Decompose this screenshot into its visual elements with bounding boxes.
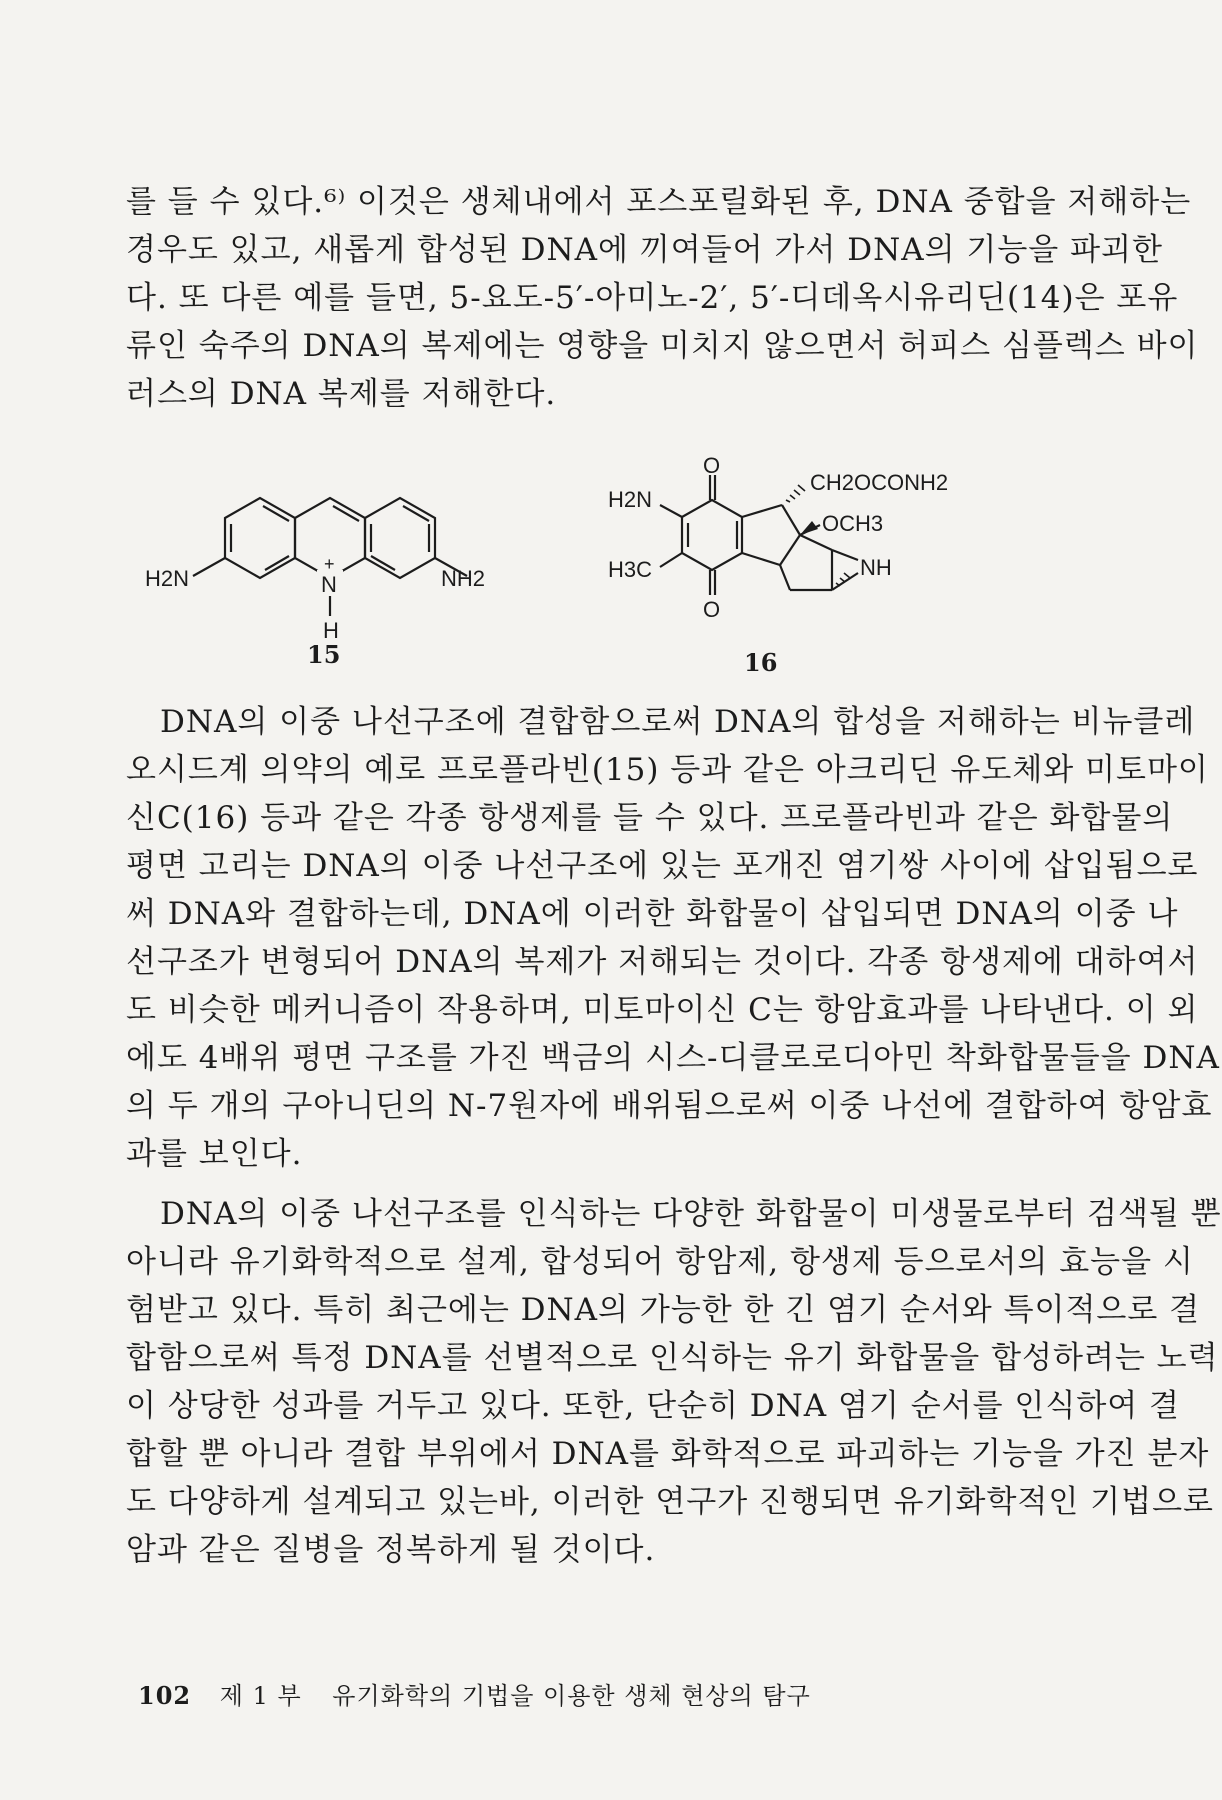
bottom-oxygen-label: O bbox=[703, 597, 721, 622]
text-line: 를 들 수 있다.⁶⁾ 이것은 생체내에서 포스포릴화된 후, DNA 중합을 저해하는 bbox=[126, 184, 1192, 220]
text-line: 도 비슷한 메커니즘이 작용하며, 미토마이신 C는 항암효과를 나타낸다. 이 외 bbox=[126, 992, 1199, 1028]
methyl-label: H3C bbox=[608, 557, 653, 582]
text-line: 신C(16) 등과 같은 각종 항생제를 들 수 있다. 프로플라빈과 같은 화합물의 bbox=[126, 800, 1174, 836]
page-footer bbox=[138, 1676, 811, 1711]
paragraph-3 bbox=[126, 1190, 1222, 1574]
text-line: 평면 고리는 DNA의 이중 나선구조에 있는 포개진 염기쌍 사이에 삽입됨으로 bbox=[126, 848, 1199, 884]
nitrogen-label: N bbox=[321, 572, 337, 597]
methoxy-label: OCH3 bbox=[822, 511, 884, 536]
amine-label: H2N bbox=[608, 487, 653, 512]
compound-16-number: 16 bbox=[744, 648, 778, 677]
text-line: 써 DNA와 결합하는데, DNA에 이러한 화합물이 삽입되면 DNA의 이중 나 bbox=[126, 896, 1179, 932]
text-line: 러스의 DNA 복제를 저해한다. bbox=[126, 376, 557, 412]
page-number: 102 bbox=[138, 1681, 192, 1710]
text-line: 경우도 있고, 새롭게 합성된 DNA에 끼여들어 가서 DNA의 기능을 파괴한 bbox=[126, 232, 1163, 268]
proflavine-structure bbox=[145, 458, 485, 668]
running-title: 유기화학의 기법을 이용한 생체 현상의 탐구 bbox=[332, 1682, 811, 1710]
text-line: 도 다양하게 설계되고 있는바, 이러한 연구가 진행되면 유기화학적인 기법으로 bbox=[126, 1484, 1214, 1520]
text-line: 아니라 유기화학적으로 설계, 합성되어 항암제, 항생제 등으로서의 효능을 시 bbox=[126, 1244, 1194, 1280]
imine-label: NH bbox=[860, 555, 892, 580]
left-amine-label: H2N bbox=[145, 566, 190, 591]
part-label: 제 1 부 bbox=[219, 1682, 302, 1710]
text-line: 암과 같은 질병을 정복하게 될 것이다. bbox=[126, 1532, 656, 1568]
side-chain-label: CH2OCONH2 bbox=[810, 470, 949, 495]
text-line: DNA의 이중 나선구조를 인식하는 다양한 화합물이 미생물로부터 검색될 뿐 bbox=[160, 1196, 1222, 1232]
right-amine-label: NH2 bbox=[441, 566, 486, 591]
text-line: 의 두 개의 구아니딘의 N-7원자에 배위됨으로써 이중 나선에 결합하여 항암효 bbox=[126, 1088, 1213, 1124]
paragraph-1 bbox=[126, 178, 1199, 418]
compound-15-number: 15 bbox=[307, 640, 341, 669]
text-line: 오시드계 의약의 예로 프로플라빈(15) 등과 같은 아크리딘 유도체와 미토마이 bbox=[126, 752, 1209, 788]
text-line: 합할 뿐 아니라 결합 부위에서 DNA를 화학적으로 파괴하는 기능을 가진 분자 bbox=[126, 1436, 1210, 1472]
text-line: 에도 4배위 평면 구조를 가진 백금의 시스-디클로로디아민 착화합물들을 DNA bbox=[126, 1040, 1220, 1076]
text-line: 선구조가 변형되어 DNA의 복제가 저해되는 것이다. 각종 항생제에 대하여서 bbox=[126, 944, 1199, 980]
mitomycin-c-structure bbox=[600, 455, 1040, 675]
text-line: 험받고 있다. 특히 최근에는 DNA의 가능한 한 긴 염기 순서와 특이적으로 결 bbox=[126, 1292, 1201, 1328]
text-line: 이 상당한 성과를 거두고 있다. 또한, 단순히 DNA 염기 순서를 인식하여 결 bbox=[126, 1388, 1181, 1424]
text-line: DNA의 이중 나선구조에 결합함으로써 DNA의 합성을 저해하는 비뉴클레 bbox=[160, 704, 1196, 740]
hydrogen-label: H bbox=[323, 618, 339, 643]
text-line: 합함으로써 특정 DNA를 선별적으로 인식하는 유기 화합물을 합성하려는 노력 bbox=[126, 1340, 1219, 1376]
top-oxygen-label: O bbox=[703, 453, 721, 478]
paragraph-2 bbox=[126, 698, 1220, 1178]
charge-label: + bbox=[324, 554, 335, 574]
text-line: 다. 또 다른 예를 들면, 5-요도-5′-아미노-2′, 5′-디데옥시유리딘(14)은 포유 bbox=[126, 280, 1179, 316]
text-line: 류인 숙주의 DNA의 복제에는 영향을 미치지 않으면서 허피스 심플렉스 바이 bbox=[126, 328, 1199, 364]
text-line: 과를 보인다. bbox=[126, 1136, 303, 1172]
